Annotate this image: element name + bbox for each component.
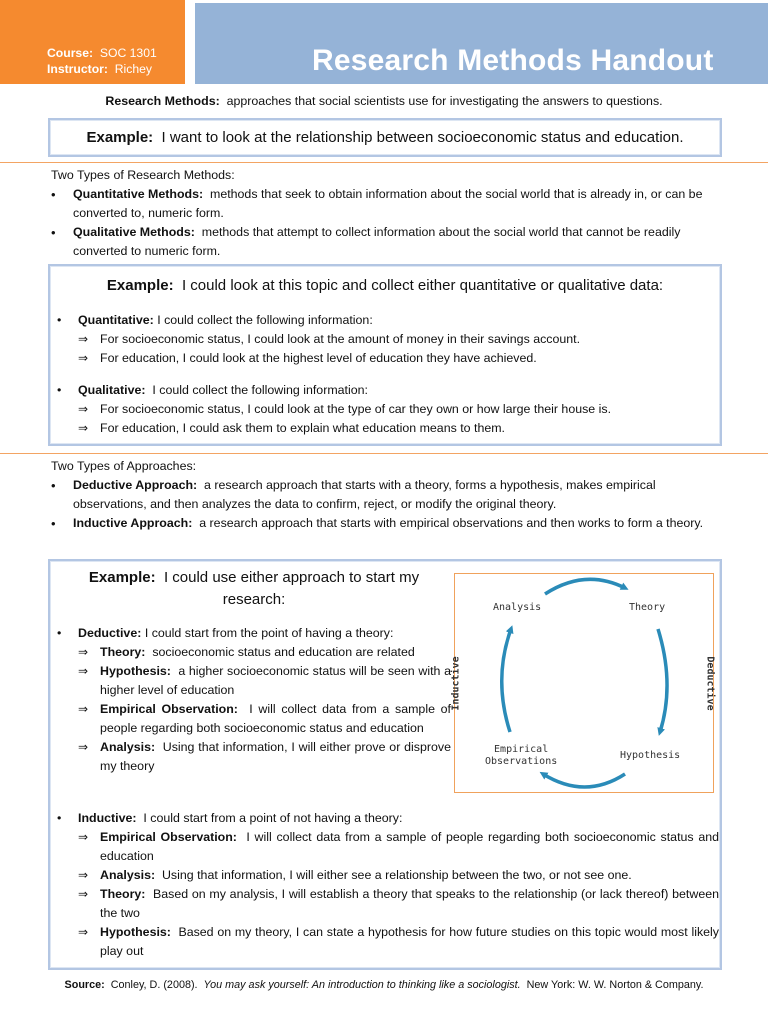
course-info [47, 45, 157, 77]
point-term: Analysis: [100, 868, 156, 882]
quantitative-text: I could collect the following information: [157, 313, 373, 327]
method-term: Quantitative Methods: [73, 187, 204, 201]
source-author: Conley, D. (2008). [110, 979, 198, 991]
quantitative-head [56, 311, 580, 330]
example2-title [50, 276, 720, 296]
point-text: socioeconomic status and education are related [152, 645, 415, 659]
diagram-label-hypothesis: Hypothesis [620, 750, 681, 761]
diagram-label-inductive: Inductive [450, 656, 462, 711]
deductive-point [56, 738, 451, 776]
diagram-label-empirical [485, 744, 557, 768]
method-text: methods that seek to obtain information about the social world that is already in, or can be converted to, numeric form. [73, 187, 703, 220]
example3-text-line2: research: [222, 591, 286, 608]
approach-term: Deductive Approach: [73, 478, 198, 492]
list-item [51, 514, 718, 533]
definition-term: Research Methods: [105, 94, 220, 108]
page-title: Research Methods Handout [312, 44, 714, 77]
method-term: Qualitative Methods: [73, 225, 195, 239]
empirical-line1: Empirical [494, 744, 549, 755]
deductive-term: Deductive: [78, 626, 142, 640]
point-term: Empirical Observation: [100, 830, 237, 844]
course-value: SOC 1301 [99, 46, 157, 60]
qualitative-block [56, 381, 611, 438]
source-title: You may ask yourself: An introduction to thinking like a sociologist. [203, 979, 521, 991]
example-box-2 [48, 264, 722, 446]
point-text: Using that information, I will either see a relationship between the two, or not see one. [161, 868, 632, 882]
example1-text: I want to look at the relationship between socioeconomic status and education. [161, 129, 684, 146]
deductive-head [56, 624, 451, 643]
list-item [51, 223, 718, 261]
arrow-empirical-to-analysis [502, 629, 511, 732]
point-term: Empirical Observation: [100, 702, 238, 716]
approach-text: a research approach that starts with a theory, forms a hypothesis, makes empirical observations, and then analyzes the data to confirm, reject, or modify the original theory. [73, 478, 656, 511]
approach-term: Inductive Approach: [73, 516, 193, 530]
point-text: I will collect data from a sample of people regarding both socioeconomic status and education [100, 830, 719, 863]
diagram-label-deductive: Deductive [704, 656, 716, 711]
arrow-analysis-to-theory [545, 579, 625, 594]
point-term: Analysis: [100, 740, 156, 754]
point-text: a higher socioeconomic status will be seen with a higher level of education [100, 664, 451, 697]
example3-text-line1: I could use either approach to start my [163, 569, 420, 586]
arrow-theory-to-hypothesis [658, 629, 667, 732]
inductive-head [56, 809, 719, 828]
source-citation [0, 979, 768, 991]
approach-text: a research approach that starts with empirical observations and then works to form a theory. [199, 516, 704, 530]
example-box-3 [48, 559, 722, 970]
methods-title: Two Types of Research Methods: [51, 168, 235, 182]
quantitative-term: Quantitative: [78, 313, 154, 327]
point-text: I will collect data from a sample of people regarding both socioeconomic status and education [100, 702, 451, 735]
point-term: Theory: [100, 887, 146, 901]
example-box-1 [48, 118, 722, 157]
instructor-value: Richey [114, 62, 152, 76]
example3-label: Example: [88, 569, 156, 586]
point-text: Using that information, I will either prove or disprove my theory [100, 740, 451, 773]
inductive-block [56, 809, 719, 961]
method-text: methods that attempt to collect information about the social world that cannot be readily converted to numeric form. [73, 225, 681, 258]
inductive-term: Inductive: [78, 811, 137, 825]
example1-label: Example: [86, 129, 154, 146]
qualitative-term: Qualitative: [78, 383, 146, 397]
approaches-section [51, 457, 718, 533]
divider-2 [0, 453, 768, 454]
course-label: Course: [47, 46, 94, 60]
point-term: Theory: [100, 645, 146, 659]
qualitative-head [56, 381, 611, 400]
deductive-block [56, 624, 451, 776]
inductive-point [56, 828, 719, 866]
research-cycle-diagram [450, 573, 716, 793]
definition-line [0, 94, 768, 108]
qualitative-text: I could collect the following information: [152, 383, 368, 397]
example3-title [64, 567, 444, 611]
deductive-point [56, 643, 451, 662]
point-text: Based on my theory, I can state a hypothesis for how future studies on this topic would most likely play out [100, 925, 719, 958]
diagram-label-theory: Theory [629, 602, 666, 613]
empirical-line2: Observations [485, 756, 558, 767]
qualitative-point: ⇒ For education, I could ask them to explain what education means to them. [56, 419, 611, 438]
point-text: Based on my analysis, I will establish a theory that speaks to the relationship (or lack thereof) between the two [100, 887, 720, 920]
qualitative-point: ⇒ For socioeconomic status, I could look at the type of car they own or how large their house is. [56, 400, 611, 419]
source-label: Source: [64, 979, 105, 991]
diagram-label-analysis: Analysis [493, 602, 542, 613]
arrow-hypothesis-to-empirical [543, 774, 625, 787]
source-publisher: New York: W. W. Norton & Company. [526, 979, 704, 991]
list-item [51, 476, 718, 514]
point-term: Hypothesis: [100, 664, 171, 678]
quantitative-point: ⇒ For education, I could look at the highest level of education they have achieved. [56, 349, 580, 368]
inductive-point [56, 866, 719, 885]
approaches-title: Two Types of Approaches: [51, 459, 197, 473]
divider-1 [0, 162, 768, 163]
inductive-text: I could start from a point of not having a theory: [143, 811, 403, 825]
quantitative-point: ⇒ For socioeconomic status, I could look at the amount of money in their savings account. [56, 330, 580, 349]
definition-text: approaches that social scientists use for investigating the answers to questions. [226, 94, 663, 108]
inductive-point [56, 885, 719, 923]
example2-text: I could look at this topic and collect either quantitative or qualitative data: [181, 277, 664, 294]
methods-section [51, 166, 718, 261]
deductive-text: I could start from the point of having a theory: [144, 626, 394, 640]
deductive-point [56, 700, 451, 738]
point-term: Hypothesis: [100, 925, 171, 939]
deductive-point [56, 662, 451, 700]
list-item [51, 185, 718, 223]
instructor-label: Instructor: [47, 62, 108, 76]
inductive-point [56, 923, 719, 961]
quantitative-block [56, 311, 580, 368]
example2-label: Example: [106, 277, 174, 294]
